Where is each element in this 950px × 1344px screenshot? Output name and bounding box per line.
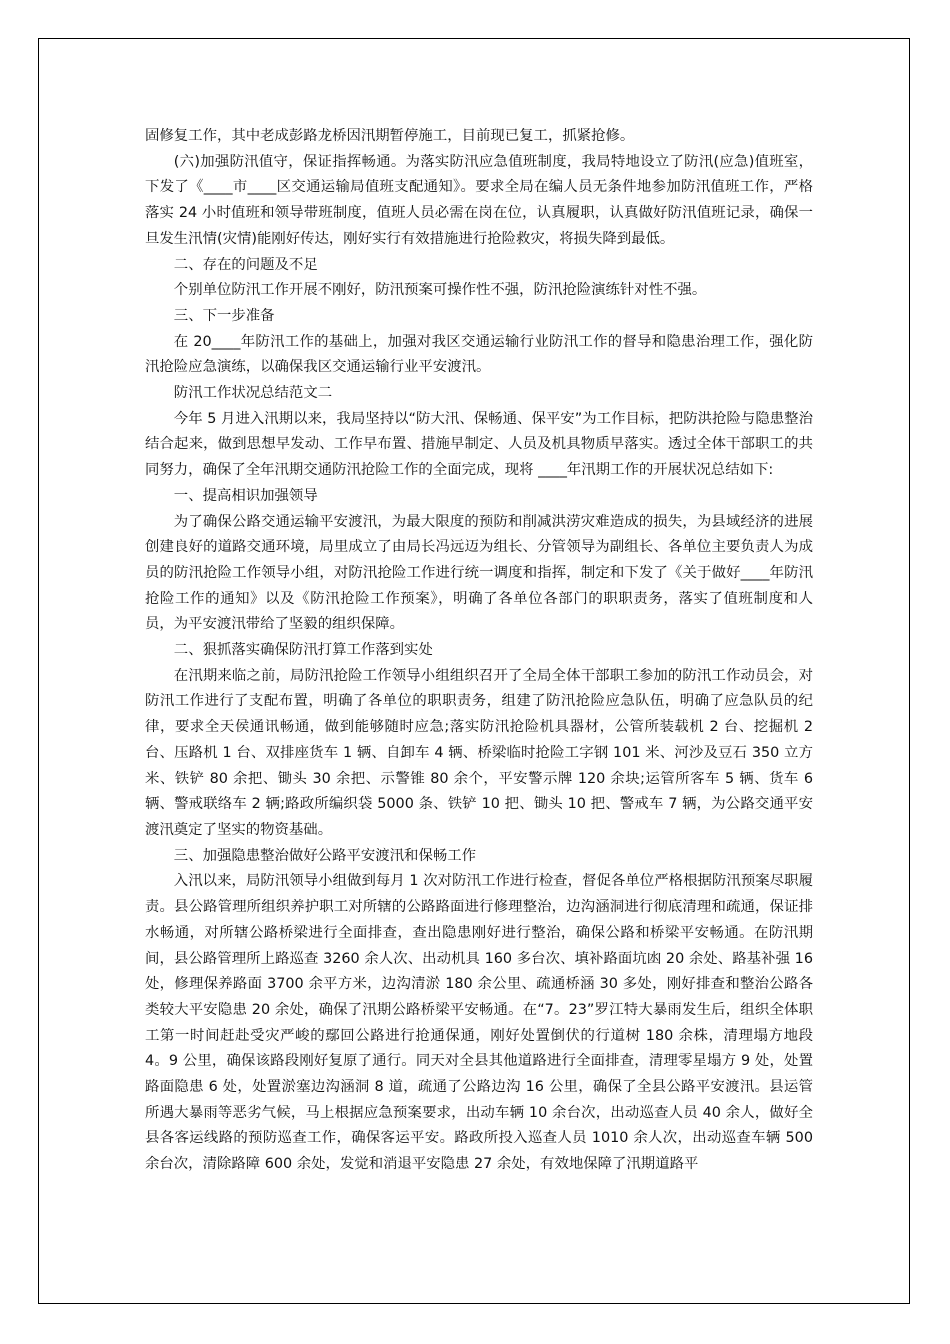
paragraph: 为了确保公路交通运输平安渡汛，为最大限度的预防和削减洪涝灾难造成的损失，为县域经济的进展创建良好的道路交通环境，局里成立了由局长冯远迈为组长、分管领导为副组长、各单位主要负责人为成员的防汛抢险工作领导小组，对防汛抢险工作进行统一调度和指挥，制定和下发了《关于做好____年防汛抢险工作的通知》以及《防汛抢险工作预案》，明确了各单位各部门的职职责务，落实了值班制度和人员，为平安渡汛带给了坚毅的组织保障。 bbox=[145, 513, 813, 633]
section-heading: 二、存在的问题及不足 bbox=[173, 256, 318, 273]
paragraph: 个别单位防汛工作开展不刚好，防汛预案可操作性不强，防汛抢险演练针对性不强。 bbox=[173, 282, 707, 299]
section-heading: 三、加强隐患整治做好公路平安渡汛和保畅工作 bbox=[173, 847, 477, 864]
section-heading: 二、狠抓落实确保防汛打算工作落到实处 bbox=[173, 642, 433, 659]
paragraph: 在汛期来临之前，局防汛抢险工作领导小组组织召开了全局全体干部职工参加的防汛工作动员会，对防汛工作进行了支配布置，明确了各单位的职职责务，组建了防汛抢险应急队伍，明确了应急队员的纪律，要求全天侯通讯畅通，做到能够随时应急;落实防汛抢险机具器材，公管所装载机 2 台、挖掘机 2 台、压路机 1 台、双排座货车 1 辆、自卸车 4 辆、桥梁临时抢险工字钢 101 米、河沙及豆石 350 立方米、铁铲 80 余把、锄头 30 余把、示警锥 80 余个，平安警示牌 120 余块;运管所客车 5 辆、货车 6 辆、警戒联络车 2 辆;路政所编织袋 5000 条、铁铲 10 把、锄头 10 把、警戒车 7 辆，为公路交通平安渡汛奠定了坚实的物资基础。 bbox=[145, 667, 813, 838]
paragraph: 固修复工作，其中老成彭路龙桥因汛期暂停施工，目前现已复工，抓紧抢修。 bbox=[145, 128, 635, 144]
section-heading: 三、下一步准备 bbox=[173, 307, 275, 324]
document-subtitle: 防汛工作状况总结范文二 bbox=[173, 385, 333, 402]
document-body bbox=[145, 124, 813, 1178]
paragraph: 今年 5 月进入汛期以来，我局坚持以“防大汛、保畅通、保平安”为工作目标，把防洪抢险与隐患整治结合起来，做到思想早发动、工作早布置、措施早制定、人员及机具物质早落实。透过全体干部职工的共同努力，确保了全年汛期交通防汛抢险工作的全面完成，现将 ____年汛期工作的开展状况总结如下: bbox=[145, 410, 813, 479]
section-heading: 一、提高相识加强领导 bbox=[173, 487, 318, 504]
paragraph: (六)加强防汛值守，保证指挥畅通。为落实防汛应急值班制度，我局特地设立了防汛(应急)值班室，下发了《____市____区交通运输局值班支配通知》。要求全局在编人员无条件地参加防汛值班工作，严格落实 24 小时值班和领导带班制度，值班人员必需在岗在位，认真履职，认真做好防汛值班记录，确保一旦发生汛情(灾情)能刚好传达，刚好实行有效措施进行抢险救灾，将损失降到最低。 bbox=[145, 153, 813, 247]
paragraph: 在 20____年防汛工作的基础上，加强对我区交通运输行业防汛工作的督导和隐患治理工作，强化防汛抢险应急演练，以确保我区交通运输行业平安渡汛。 bbox=[145, 333, 813, 376]
paragraph: 入汛以来，局防汛领导小组做到每月 1 次对防汛工作进行检查，督促各单位严格根据防汛预案尽职履责。县公路管理所组织养护职工对所辖的公路路面进行修理整治，边沟涵洞进行彻底清理和疏通，保证排水畅通，对所辖公路桥梁进行全面排查，查出隐患刚好进行整治，确保公路和桥梁平安畅通。在防汛期间，县公路管理所上路巡查 3260 余人次、出动机具 160 多台次、填补路面坑凼 20 余处、路基补强 16 处，修理保养路面 3700 余平方米，边沟清淤 180 余公里、疏通桥涵 30 多处，刚好排查和整治公路各类较大平安隐患 20 余处，确保了汛期公路桥梁平安畅通。在“7。23”罗江特大暴雨发生后，组织全体职工第一时间赶赴受灾严峻的鄢回公路进行抢通保通，刚好处置倒伏的行道树 180 余株，清理塌方地段 4。9 公里，确保该路段刚好复原了通行。同天对全县其他道路进行全面排查，清理零星塌方 9 处，处置路面隐患 6 处，处置淤塞边沟涵洞 8 道，疏通了公路边沟 16 公里，确保了全县公路平安渡汛。县运管所遇大暴雨等恶劣气候，马上根据应急预案要求，出动车辆 10 余台次，出动巡查人员 40 余人，做好全县各客运线路的预防巡查工作，确保客运平安。路政所投入巡查人员 1010 余人次，出动巡查车辆 500 余台次，清除路障 600 余处，发觉和消退平安隐患 27 余处，有效地保障了汛期道路平 bbox=[145, 873, 813, 1173]
